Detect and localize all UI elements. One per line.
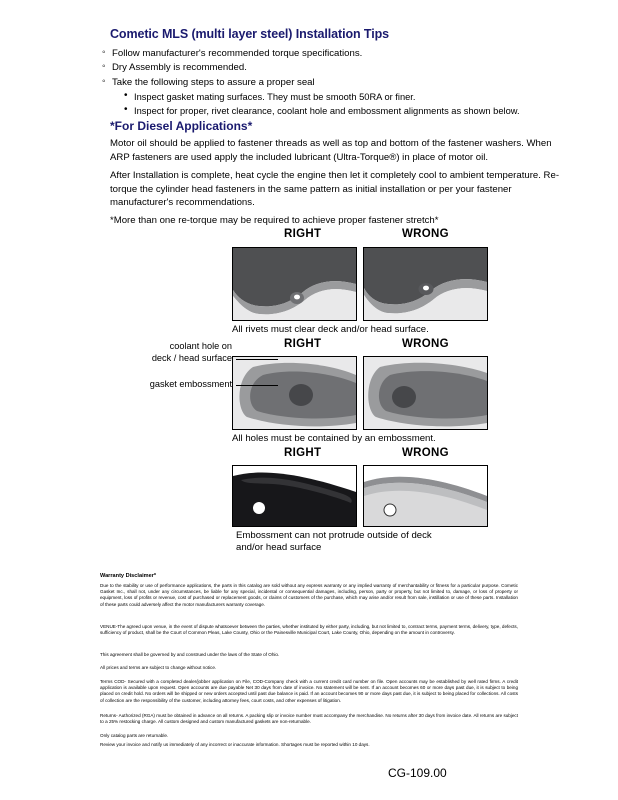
tips-list [102,47,602,119]
figure2-right-panel [232,356,357,430]
leader-line-embossment [236,385,278,386]
figure2-wrong-label: WRONG [402,338,449,350]
diesel-paragraph-3: *More than one re-torque may be required to achieve proper fastener stretch* [110,215,439,226]
figure3-right-label: RIGHT [284,447,322,459]
legal-paragraph-1: Due to the stability or use of performance applications, the parts in this catalog are sold without any express warranty or any implied warranty of merchantability or fitness for a particular purpose. Cometic Gasket Inc., shall not, under any circumstances, be liable for any special, incidental or consequential damages, including, person, party or property, but not limited to, damage, or loss of property or equipment, loss of profits or revenue, cost of purchased or replacement goods, or claims of customers of the purchase, which may arise and/or result from sale, instillation or use of these parts. Installation of these parts could adversely affect the motor manufacturers warranty coverage. [100,583,518,607]
legal-paragraph-8: Review your invoice and notify us immediately of any incorrect or inaccurate information. Shortages must be reported within 10 days. [100,742,370,747]
list-item: ◦ Dry Assembly is recommended. [102,61,602,75]
section-heading-diesel: *For Diesel Applications* [110,119,253,133]
page-title: Cometic MLS (multi layer steel) Installation Tips [110,27,389,41]
diesel-paragraph-2: After Installation is complete, heat cycle the engine then let it completely cool to ambient temperature. Re-torque the cylinder head fasteners in the same pattern as initial installation or per your fastener manufacturer's recommendations. [110,170,560,209]
annotation-gasket-embossment: gasket embossment [149,379,232,389]
figure3-right-panel [232,465,357,527]
figure2-caption: All holes must be contained by an embossment. [232,433,436,444]
diesel-paragraph-1: Motor oil should be applied to fastener threads as well as top and bottom of the fastener washers. When ARP fasteners are used apply the included lubricant (Ultra-Torque®) in place of motor oil. [110,138,552,163]
figure3-caption-line1: Embossment can not protrude outside of deck [236,530,432,541]
figure3-wrong-panel [363,465,488,527]
figure1-right-label: RIGHT [284,228,322,240]
legal-paragraph-7: Only catalog parts are returnable. [100,733,169,738]
figure1-wrong-label: WRONG [402,228,449,240]
annotation-coolant-hole-line1: coolant hole on [169,341,232,351]
legal-paragraph-4: All prices and terms are subject to change without notice. [100,665,217,670]
annotation-coolant-hole-line2: deck / head surface [151,353,232,363]
figure3-wrong-label: WRONG [402,447,449,459]
legal-paragraph-2: VENUE-The agreed upon venue, in the event of dispute whatsoever between the parties, whether instituted by either party, including, but not limited to, contract terms, payment terms, delivery, type, defects, sufficiency of product, shall be the Court of Common Pleas, Lake County, Ohio or the Painesville Municipal Court, Lake County, Ohio, depending on the amount in controversy. [100,624,518,636]
legal-paragraph-5: Terms COD- Secured with a completed dealer/jobber application on File, COD-Company check with a current credit card number on file. Open accounts may be established by well rated firms. A credit application is available upon request. Open accounts are due payable Net 30 days from date of invoice. No statement will be sent. If an account becomes 60 or more days past due, it is subject to being placed on credit hold. No orders will be shipped or new orders accepted until past due balance is paid. If an account becomes 90 or more days past due, it is subject to being placed for collections. All costs of collection are the responsibility of the customer, including attorney fees, court costs, and other expenses of litigation. [100,679,518,703]
figure2-wrong-panel [363,356,488,430]
list-item: ◦ Follow manufacturer's recommended torque specifications. [102,47,602,61]
figure2-right-label: RIGHT [284,338,322,350]
legal-paragraph-3: This agreement shall be governed by and construed under the laws of the State of Ohio. [100,652,280,657]
legal-paragraph-6: Returns- Authorized (RGA) must be obtained in advance on all returns. A packing slip or invoice number must accompany the merchandise. No returns after 30 days from invoice date. All returns are subject to a 25% restocking charge. All custom designed and custom manufactured gaskets are non-returnable. [100,713,518,725]
leader-line-coolant [236,359,278,360]
list-item: • Inspect gasket mating surfaces. They must be smooth 50RA or finer. [124,90,602,104]
figure1-caption: All rivets must clear deck and/or head surface. [232,324,429,335]
list-item: ◦ Take the following steps to assure a proper seal [102,76,602,90]
warranty-heading: Warranty Disclaimer* [100,573,157,579]
list-item: • Inspect for proper, rivet clearance, coolant hole and embossment alignments as shown below. [124,104,602,118]
document-number: CG-109.00 [388,766,447,780]
figure3-caption-line2: and/or head surface [236,542,322,553]
figure1-right-panel [232,247,357,321]
figure1-wrong-panel [363,247,488,321]
